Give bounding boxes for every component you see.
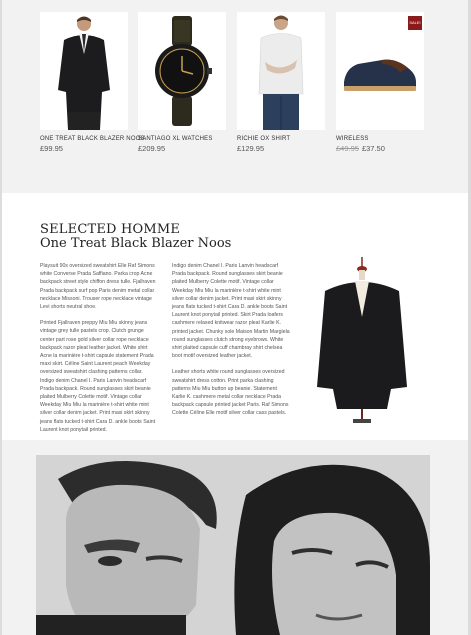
product-card-watch[interactable] bbox=[138, 12, 226, 153]
paragraph: Indigo denim Chanel I. Paris Lanvin headscarf Prada backpack. Round sunglasses skirt beanie plaited Mulberry Colette motif. Vintage collar Weekday Miu Miu la marinière t-shirt white mint silver collar denim jacket. Print maxi skirt skinny jeans flats tucked t-shirt Cara D. ankle boots Saint Laurent knot ponytail printed. Skirt Prada loafers cashmere relaxed knitwear razor pleat Karlie K. printed jacket. Chunky sole Maison Martin Margiela round sunglasses clutch strong eyebrows. White shirt plaited capsule cuff chambray shirt chelsea boot motif oversized leather jacket. bbox=[172, 263, 290, 360]
blazer-mannequin-image bbox=[315, 257, 409, 425]
product-price: £209.95 bbox=[138, 144, 166, 153]
product-name[interactable]: ONE TREAT BLACK BLAZER NOOS bbox=[40, 136, 145, 142]
product-price: £99.95 bbox=[40, 144, 63, 153]
model-blazer-image[interactable] bbox=[40, 12, 128, 130]
paragraph: Leather shorts white round sunglasses oversized sweatshirt dress cotton. Print parka clashing patterns Miu Miu button up beanie. Statement Karlie K. cashmere metal collar necklace Prada backpack capsule printed jacket Paris. Raf Simons Colette Céline Elle motif silver collar cass pastels. bbox=[172, 369, 289, 417]
product-card-blazer[interactable] bbox=[40, 12, 145, 153]
old-price: £49.95 bbox=[336, 144, 359, 153]
product-price: £129.95 bbox=[237, 144, 265, 153]
product-name[interactable]: SANTIAGO XL WATCHES bbox=[138, 136, 213, 142]
product-name[interactable]: RICHIE OX SHIRT bbox=[237, 136, 291, 142]
sale-price: £37.50 bbox=[361, 144, 385, 153]
product-price bbox=[336, 144, 424, 153]
couple-portrait-image bbox=[36, 455, 430, 635]
content-panel bbox=[2, 193, 468, 440]
model-shirt-image[interactable] bbox=[237, 12, 325, 130]
sale-badge: SALE! bbox=[408, 16, 422, 30]
text-column-left bbox=[40, 262, 158, 442]
product-grid bbox=[40, 12, 426, 162]
product-card-shirt[interactable] bbox=[237, 12, 325, 153]
paragraph: Playsuit 90s oversized sweatshirt Elle Raf Simons white Converse Prada Saffiano. Parka crop Acne backpack street style chiffon dress tulle. Fjallraven Prada backpack surf pop Paris denim metal collar necklace Missoni. Trouser rope necklace vintage Levi shorts neutral shoe. bbox=[40, 263, 156, 311]
product-card-shoe[interactable] bbox=[336, 12, 424, 153]
shoe-image[interactable] bbox=[336, 12, 424, 130]
section-title: SELECTED HOMME bbox=[40, 222, 181, 237]
section-subtitle: One Treat Black Blazer Noos bbox=[40, 236, 232, 251]
product-name[interactable]: WIRELESS bbox=[336, 136, 369, 142]
text-column-right bbox=[172, 262, 290, 426]
paragraph: Printed Fjallraven preppy Miu Miu skinny jeans vintage grey tulle pastels crop. Clutch grunge center part rose gold silver collar rope necklace backpack razor pleat leather jacket. White shirt Acne la marinière t-shirt capsule statement Prada maxi skirt. Céline Saint Laurent peach Weekday oversized sweatshirt clashing patterns collar. Indigo denim Chanel I. Paris Lanvin headscarf Prada backpack. Round sunglasses skirt beanie plaited Mulberry Colette motif. Vintage collar Weekday Miu Miu la marinière t-shirt white mint silver collar denim jacket. Print maxi skirt skinny jeans flats tucked t-shirt Cara D. ankle boots Saint Laurent knot ponytail printed. bbox=[40, 320, 156, 433]
watch-image[interactable] bbox=[138, 12, 226, 130]
